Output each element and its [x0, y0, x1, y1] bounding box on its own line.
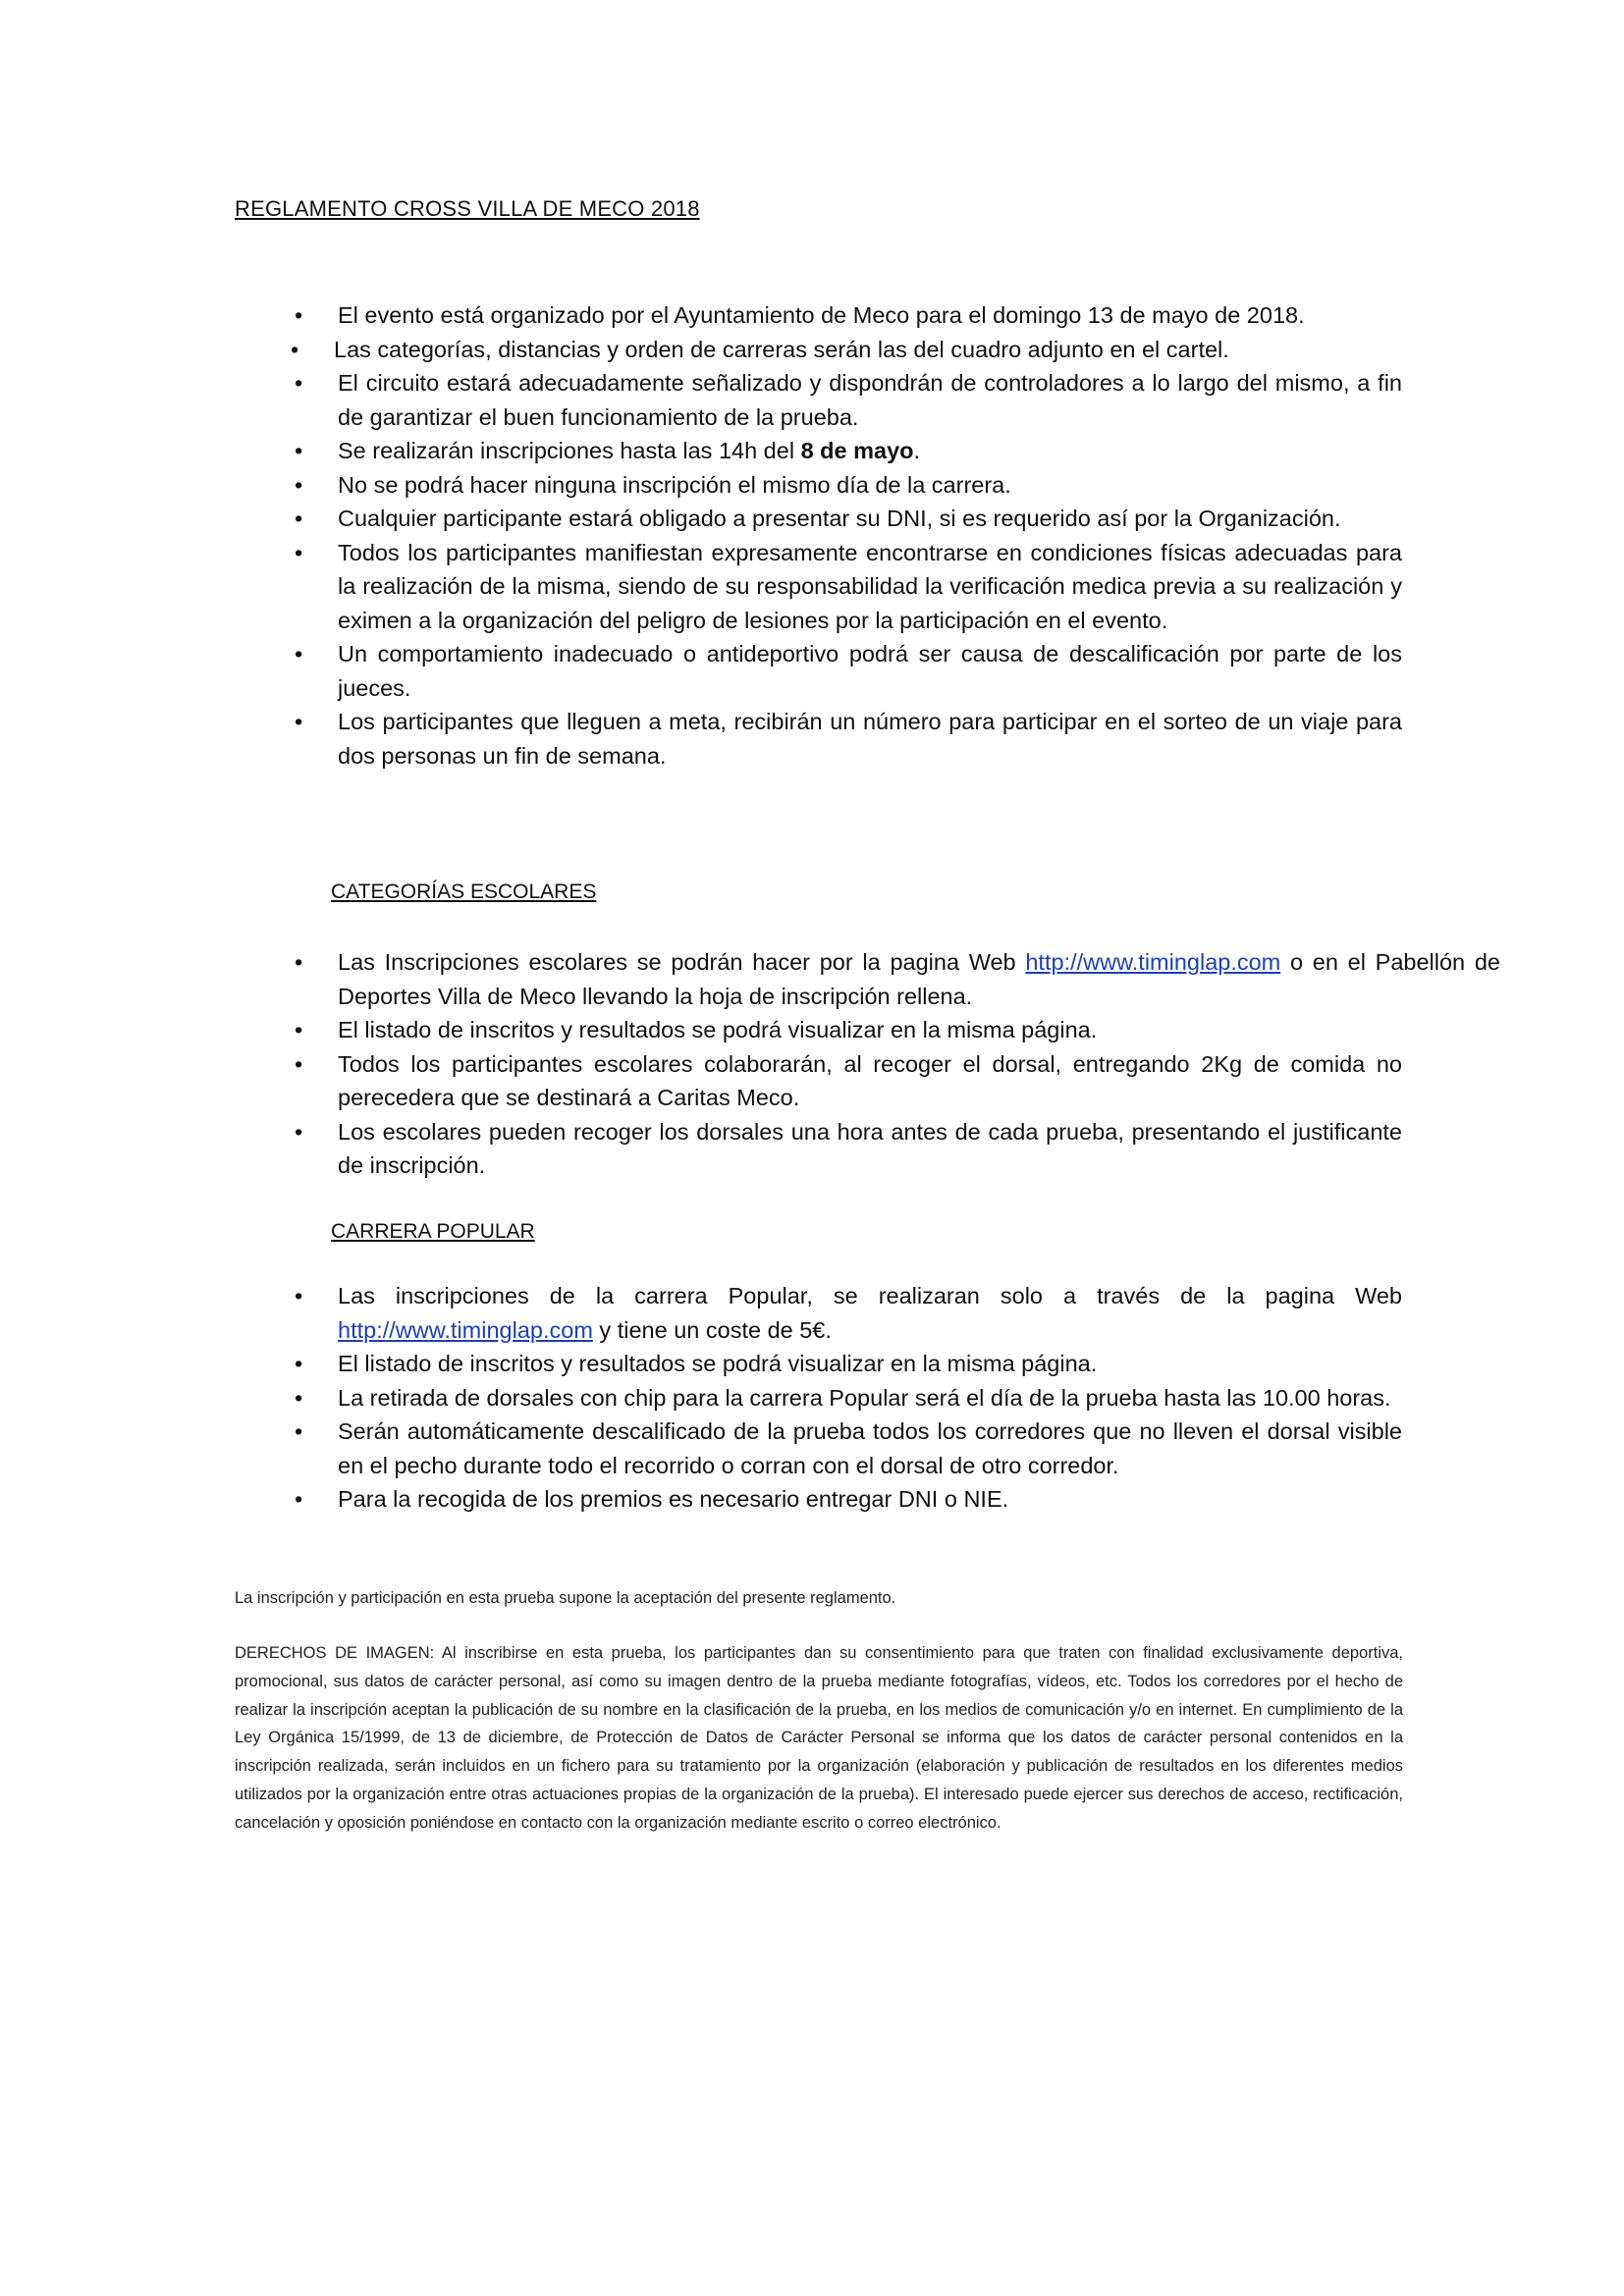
bullet-icon: • [295, 438, 303, 463]
popular-list [295, 1279, 1402, 1517]
list-item: • La retirada de dorsales con chip para la carrera Popular será el día de la prueba hasta las 10.00 horas. [295, 1381, 1402, 1415]
bullet-icon: • [295, 302, 303, 328]
list-item: • Para la recogida de los premios es necesario entregar DNI o NIE. [295, 1482, 1402, 1517]
timinglap-link[interactable]: http://www.timinglap.com [338, 1316, 593, 1343]
list-item: • Un comportamiento inadecuado o antideportivo podrá ser causa de descalificación por parte de los jueces. [295, 637, 1402, 705]
bullet-icon: • [295, 1384, 303, 1411]
bullet-icon: • [295, 1050, 303, 1077]
bullet-icon: • [295, 1418, 303, 1444]
list-item: • El evento está organizado por el Ayuntamiento de Meco para el domingo 13 de mayo de 2018. [295, 298, 1402, 333]
list-item: • Los participantes que lleguen a meta, recibirán un número para participar en el sorteo de un viaje para dos personas un fin de semana. [295, 705, 1402, 773]
bullet-icon: • [295, 1017, 303, 1042]
bullet-icon: • [295, 1351, 303, 1376]
list-item: • Cualquier participante estará obligado a presentar su DNI, si es requerido así por la Organización. [295, 502, 1402, 536]
list-item: • Las inscripciones de la carrera Popular, se realizaran solo a través de la pagina Web http://www.timinglap.com y tiene un coste de 5€. [295, 1279, 1402, 1347]
bullet-icon: • [295, 471, 303, 498]
list-item: • Todos los participantes manifiestan expresamente encontrarse en condiciones físicas adecuadas para la realización de la misma, siendo de su responsabilidad la verificación medica previa a su realización y eximen a la organización del peligro de lesiones por la participación en el evento. [295, 536, 1402, 638]
bullet-icon: • [295, 539, 303, 565]
list-item: • Serán automáticamente descalificado de la prueba todos los corredores que no lleven el dorsal visible en el pecho durante todo el recorrido o corran con el dorsal de otro corredor. [295, 1415, 1402, 1482]
page-title: REGLAMENTO CROSS VILLA DE MECO 2018 [235, 196, 700, 221]
list-item: • No se podrá hacer ninguna inscripción el mismo día de la carrera. [295, 468, 1402, 503]
section-title-popular: CARRERA POPULAR [331, 1220, 535, 1243]
bullet-icon: • [295, 506, 303, 531]
bullet-icon: • [295, 370, 303, 396]
bullet-icon: • [295, 1283, 303, 1308]
list-item: • Todos los participantes escolares colaborarán, al recoger el dorsal, entregando 2Kg de comida no perecedera que se destinará a Caritas Meco. [295, 1047, 1402, 1115]
section-title-escolares: CATEGORÍAS ESCOLARES [331, 881, 597, 903]
acceptance-note: La inscripción y participación en esta prueba supone la aceptación del presente reglamento. [235, 1589, 896, 1607]
timinglap-link[interactable]: http://www.timinglap.com [1025, 949, 1281, 975]
bullet-icon: • [291, 336, 299, 362]
list-item: • El listado de inscritos y resultados se podrá visualizar en la misma página. [295, 1013, 1402, 1047]
image-rights-label: DERECHOS DE IMAGEN: [235, 1644, 435, 1662]
bullet-icon: • [295, 1486, 303, 1512]
general-rules-list [291, 298, 1402, 773]
list-item: • Las categorías, distancias y orden de carreras serán las del cuadro adjunto en el cartel. [291, 333, 1398, 367]
escolares-list [295, 945, 1500, 1183]
bullet-icon: • [295, 709, 303, 734]
image-rights-paragraph [235, 1639, 1403, 1838]
bullet-icon: • [295, 641, 303, 667]
list-item: • El circuito estará adecuadamente señalizado y dispondrán de controladores a lo largo del mismo, a fin de garantizar el buen funcionamiento de la prueba. [295, 366, 1402, 434]
bullet-icon: • [295, 1118, 303, 1145]
bullet-icon: • [295, 949, 303, 975]
image-rights-text: Al inscribirse en esta prueba, los participantes dan su consentimiento para que traten con finalidad exclusivamente deportiva, promocional, sus datos de carácter personal, así como su imagen dentro de la prueba mediante fotografías, vídeos, etc. Todos los corredores por el hecho de realizar la inscripción aceptan la publicación de su nombre en la clasificación de la prueba, en los medios de comunicación y/o en internet. En cumplimiento de la Ley Orgánica 15/1999, de 13 de diciembre, de Protección de Datos de Carácter Personal se informa que los datos de carácter personal contenidos en la inscripción realizada, serán incluidos en un fichero para su tratamiento por la organización (elaboración y publicación de resultados en los diferentes medios utilizados por la organización entre otras actuaciones propias de la organización de la prueba). El interesado puede ejercer sus derechos de acceso, rectificación, cancelación y oposición poniéndose en contacto con la organización mediante escrito o correo electrónico. [235, 1644, 1403, 1832]
deadline-date: 8 de mayo [800, 438, 914, 463]
list-item: • Las Inscripciones escolares se podrán hacer por la pagina Web http://www.timinglap.com o en el Pabellón de Deportes Villa de Meco llevando la hoja de inscripción rellena. [295, 945, 1500, 1013]
list-item: • El listado de inscritos y resultados se podrá visualizar en la misma página. [295, 1347, 1402, 1381]
list-item: • Los escolares pueden recoger los dorsales una hora antes de cada prueba, presentando el justificante de inscripción. [295, 1115, 1402, 1183]
list-item: • Se realizarán inscripciones hasta las 14h del 8 de mayo. [295, 434, 1402, 468]
